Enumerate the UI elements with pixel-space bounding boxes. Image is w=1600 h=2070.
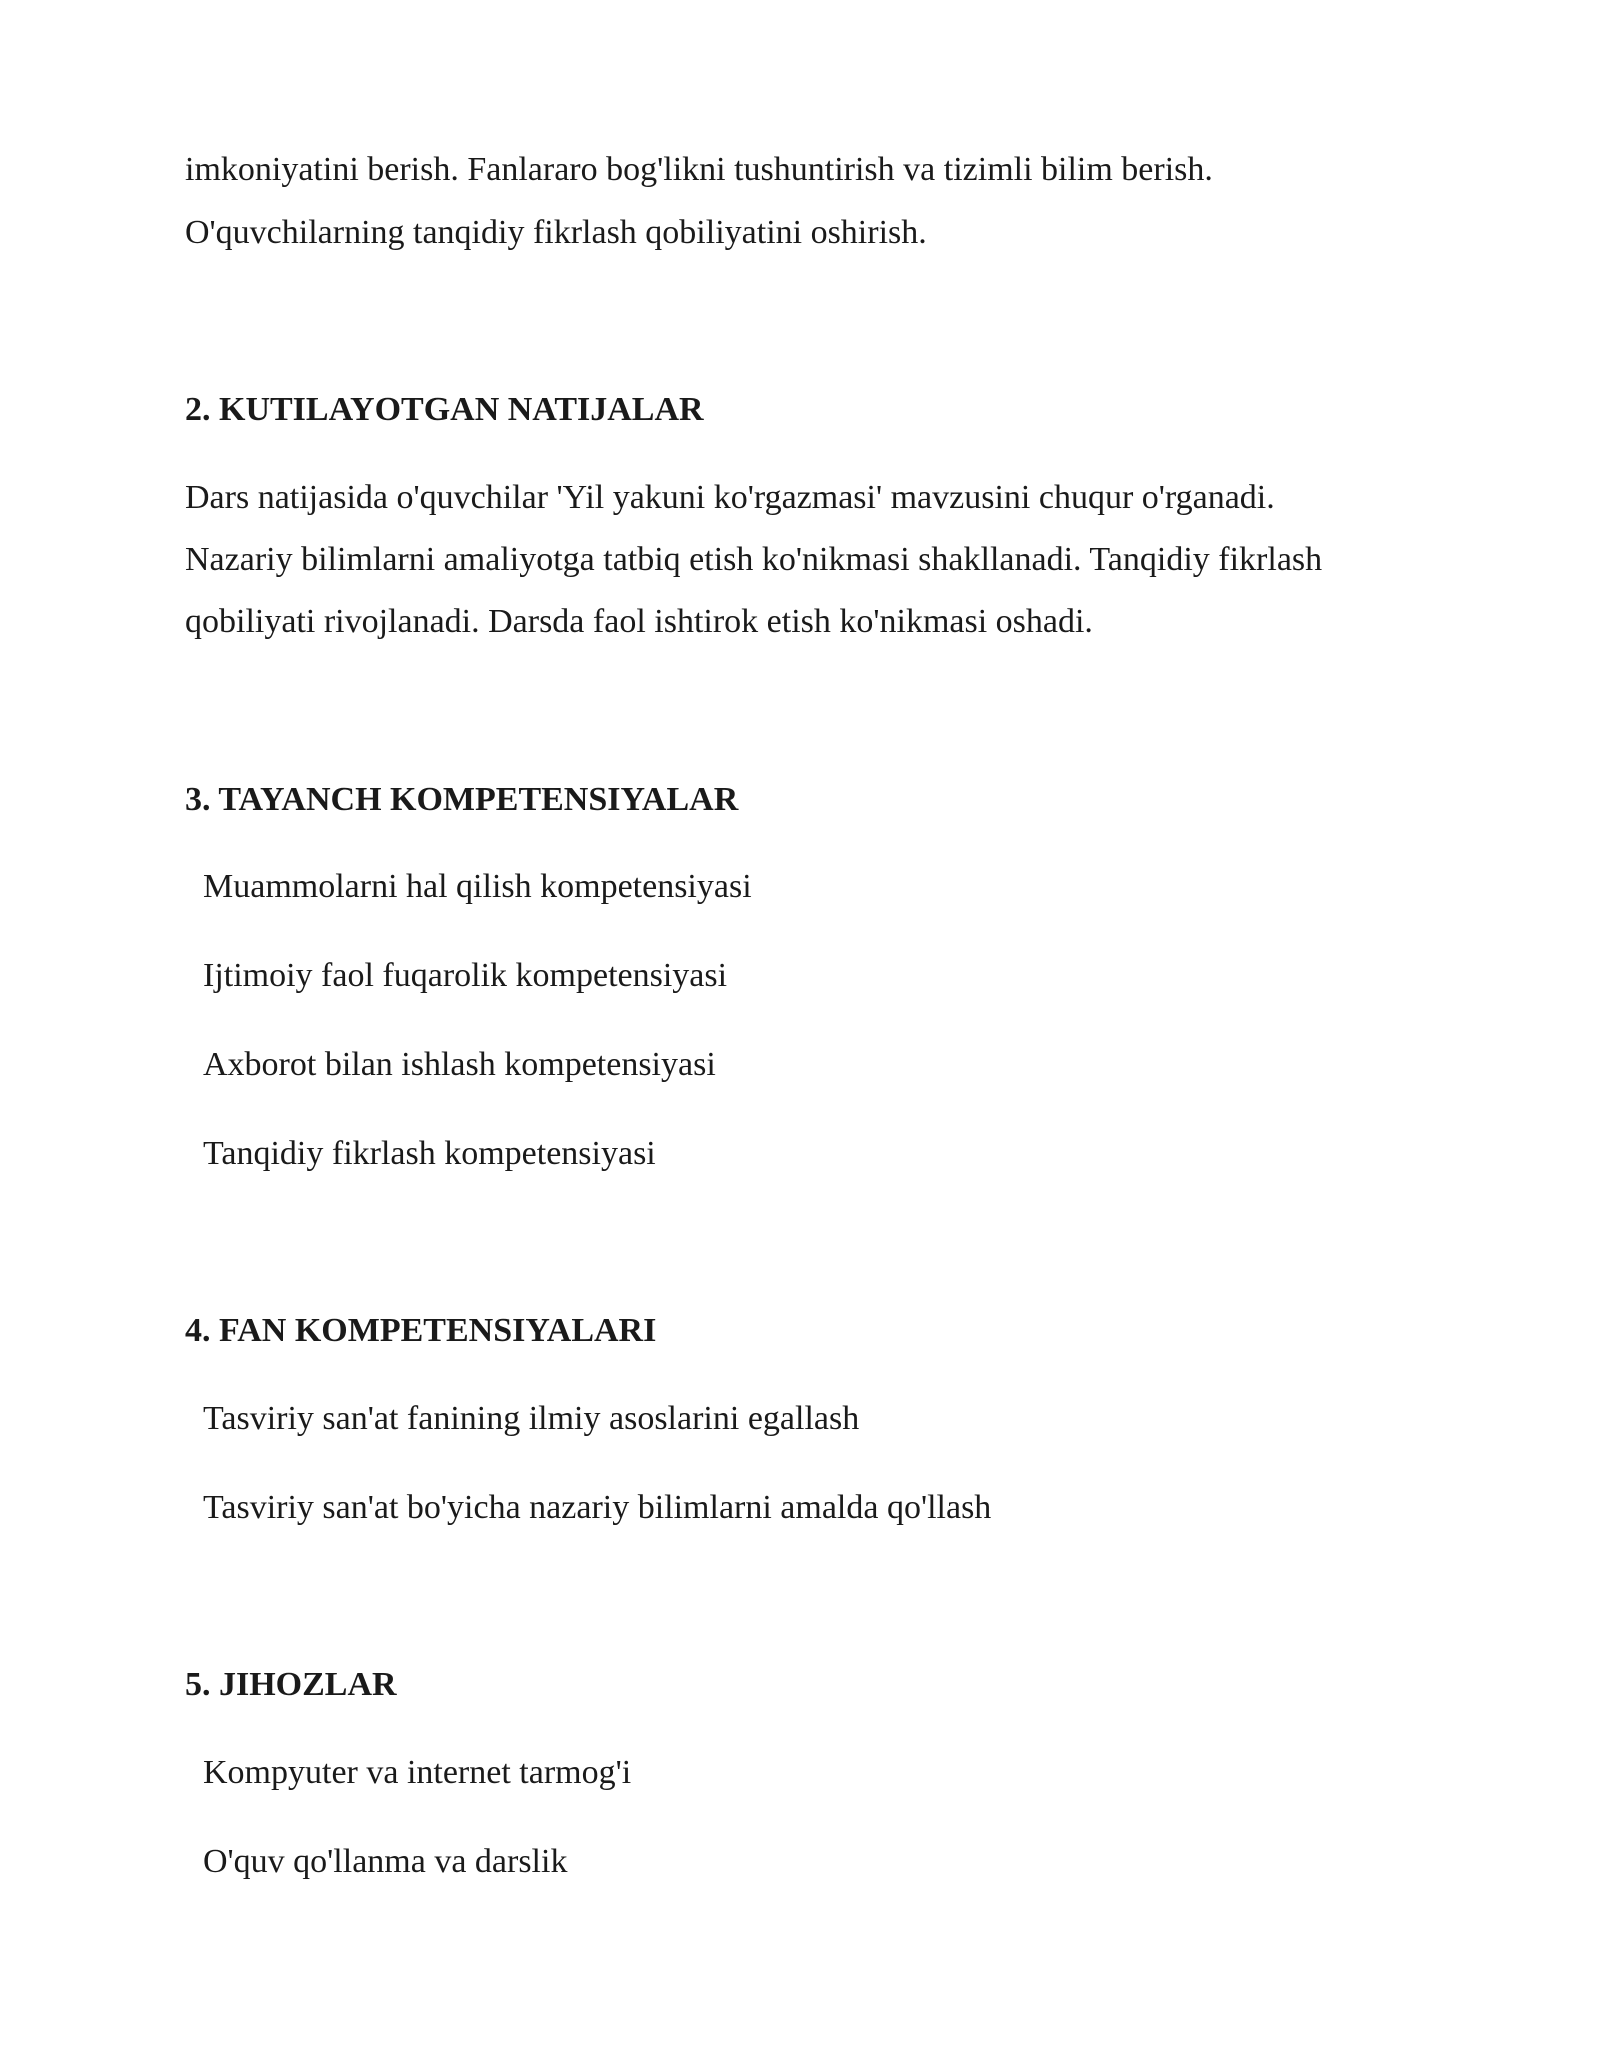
list-item: O'quv qo'llanma va darslik [203,1843,568,1880]
intro-line: O'quvchilarning tanqidiy fikrlash qobiliyatini oshirish. [185,214,927,251]
section-heading-results: 2. KUTILAYOTGAN NATIJALAR [185,391,704,428]
list-item: Kompyuter va internet tarmog'i [203,1754,632,1791]
list-item: Muammolarni hal qilish kompetensiyasi [203,868,752,905]
results-line: qobiliyati rivojlanadi. Darsda faol ishtirok etish ko'nikmasi oshadi. [185,603,1093,640]
results-line: Nazariy bilimlarni amaliyotga tatbiq etish ko'nikmasi shakllanadi. Tanqidiy fikrlash [185,541,1323,578]
section-heading-subject-competencies: 4. FAN KOMPETENSIYALARI [185,1312,657,1349]
list-item: Tasviriy san'at fanining ilmiy asoslarini egallash [203,1400,860,1437]
list-item: Tanqidiy fikrlash kompetensiyasi [203,1135,656,1172]
intro-line: imkoniyatini berish. Fanlararo bog'likni tushuntirish va tizimli bilim berish. [185,151,1213,188]
list-item: Tasviriy san'at bo'yicha nazariy bilimlarni amalda qo'llash [203,1489,992,1526]
list-item: Axborot bilan ishlash kompetensiyasi [203,1046,716,1083]
results-line: Dars natijasida o'quvchilar 'Yil yakuni ko'rgazmasi' mavzusini chuqur o'rganadi. [185,479,1275,516]
section-heading-core-competencies: 3. TAYANCH KOMPETENSIYALAR [185,781,739,818]
list-item: Ijtimoiy faol fuqarolik kompetensiyasi [203,957,728,994]
section-heading-equipment: 5. JIHOZLAR [185,1666,397,1703]
